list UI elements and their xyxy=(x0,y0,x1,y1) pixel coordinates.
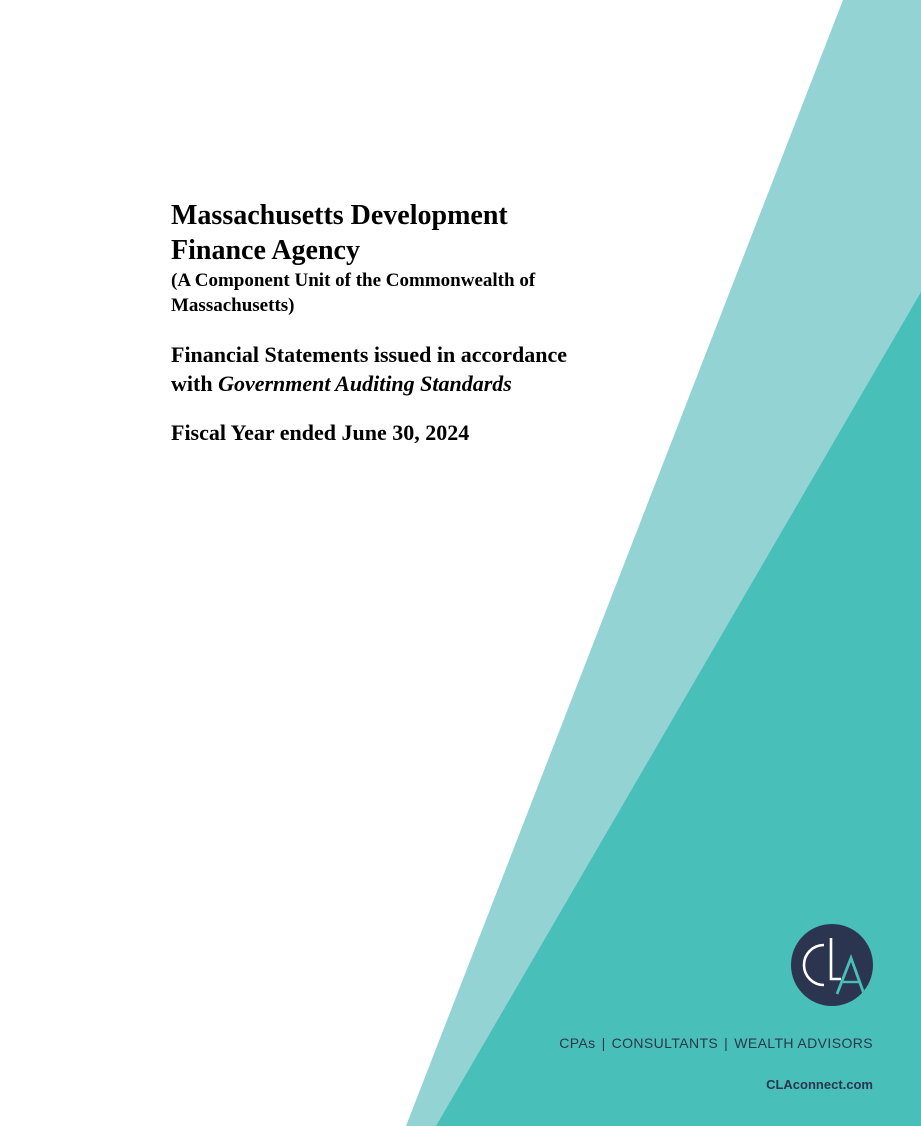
fiscal-year: Fiscal Year ended June 30, 2024 xyxy=(171,420,470,445)
statement-description xyxy=(171,340,651,398)
organization-name-line-2: Finance Agency xyxy=(171,235,360,266)
cla-logo-icon xyxy=(791,924,873,1006)
statement-line-2-italic: Government Auditing Standards xyxy=(218,371,512,396)
organization-subtitle-line-2: Massachusetts) xyxy=(171,295,295,316)
tagline-separator: | xyxy=(724,1035,729,1051)
tagline-item-consultants: CONSULTANTS xyxy=(611,1035,719,1051)
firm-tagline xyxy=(559,1035,873,1051)
cover-title-block xyxy=(171,198,651,447)
tagline-item-cpas: CPAs xyxy=(559,1035,596,1051)
tagline-separator: | xyxy=(601,1035,606,1051)
organization-name-line-1: Massachusetts Development xyxy=(171,200,508,231)
firm-website: CLAconnect.com xyxy=(766,1077,873,1092)
statement-line-2-prefix: with xyxy=(171,371,219,396)
statement-line-2 xyxy=(171,369,651,398)
tagline-item-wealth-advisors: WEALTH ADVISORS xyxy=(734,1035,873,1051)
statement-line-1: Financial Statements issued in accordance xyxy=(171,342,567,367)
organization-subtitle-line-1: (A Component Unit of the Commonwealth of xyxy=(171,270,536,291)
